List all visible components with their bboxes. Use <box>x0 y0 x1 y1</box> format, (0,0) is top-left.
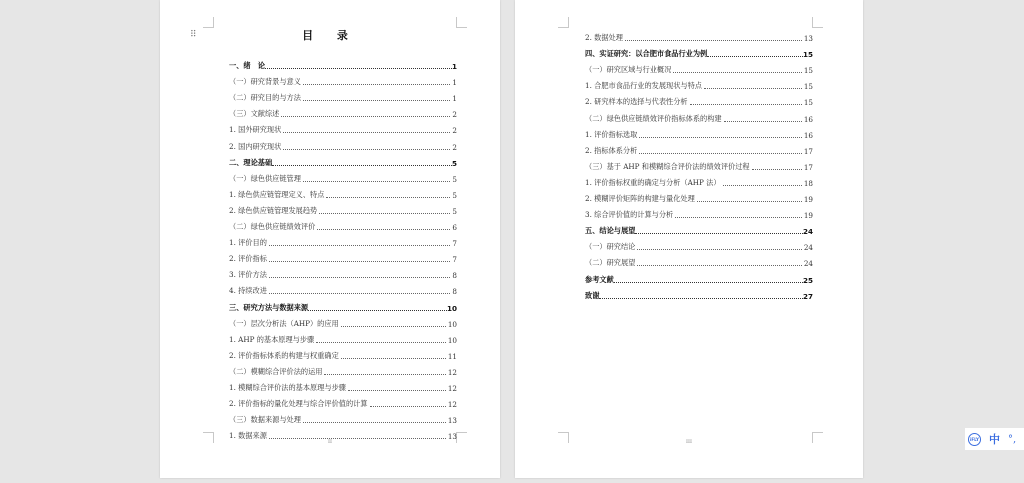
toc-leader-dots <box>639 137 802 138</box>
toc-entry-page: 19 <box>803 211 813 221</box>
toc-entry[interactable] <box>585 59 813 75</box>
toc-entry[interactable] <box>585 43 813 59</box>
toc-entry-title: 3. 评价方法 <box>229 270 267 280</box>
toc-entry[interactable] <box>229 296 457 312</box>
toc-entry-page: 5 <box>452 206 457 216</box>
toc-entry[interactable] <box>585 204 813 220</box>
toc-leader-dots <box>303 181 451 182</box>
toc-entry-page: 7 <box>452 255 457 265</box>
toc-entry[interactable] <box>229 280 457 296</box>
toc-entry[interactable] <box>585 268 813 284</box>
toc-leader-dots <box>697 201 802 202</box>
toc-entry-title: 五、结论与展望 <box>585 226 636 236</box>
toc-entry-title: （二）模糊综合评价法的运用 <box>229 366 323 376</box>
toc-entry-title: （二）绿色供应链绩效评价 <box>229 222 316 232</box>
toc-entry-title: 1. 评价目的 <box>229 238 267 248</box>
toc-leader-dots <box>637 265 802 266</box>
toc-leader-dots <box>265 68 452 69</box>
toc-entry[interactable] <box>229 200 457 216</box>
margin-corner-mark <box>558 17 569 28</box>
toc-entry-page: 15 <box>803 66 813 76</box>
toc-entry-page: 24 <box>802 227 813 237</box>
toc-entry-page: 5 <box>452 174 457 184</box>
toc-entry-page: 25 <box>802 275 813 285</box>
toc-entry-page: 18 <box>803 178 813 188</box>
toc-leader-dots <box>303 422 446 423</box>
toc-leader-dots <box>269 293 451 294</box>
toc-entry[interactable] <box>585 236 813 252</box>
toc-entry-page: 15 <box>802 50 813 60</box>
toc-leader-dots <box>690 104 802 105</box>
toc-entry[interactable] <box>229 393 457 409</box>
toc-entry-page: 12 <box>447 400 457 410</box>
toc-entry-title: 1. 评价指标选取 <box>585 129 638 139</box>
toc-entry[interactable] <box>229 184 457 200</box>
toc-entry[interactable] <box>229 152 457 168</box>
toc-entry[interactable] <box>229 55 457 71</box>
toc-entry-title: 1. 数据来源 <box>229 431 267 441</box>
toc-entry-title: （一）研究区域与行业概况 <box>585 65 672 75</box>
toc-leader-dots <box>319 213 450 214</box>
toc-entry-title: （三）数据来源与处理 <box>229 415 301 425</box>
toc-entry-title: 1. 绿色供应链管理定义、特点 <box>229 189 325 199</box>
toc-entry-page: 8 <box>452 287 457 297</box>
toc-leader-dots <box>635 233 803 234</box>
ime-language-toggle[interactable]: 中 <box>989 433 1000 446</box>
toc-entry-page: 13 <box>803 34 813 44</box>
toc-entry-page: 17 <box>803 146 813 156</box>
toc-entry-title: （一）研究结论 <box>585 242 636 252</box>
toc-leader-dots <box>317 229 450 230</box>
page-number: II <box>328 439 332 445</box>
toc-leader-dots <box>704 88 802 89</box>
toc-leader-dots <box>308 310 447 311</box>
toc-entry[interactable] <box>585 75 813 91</box>
toc-entry[interactable] <box>585 124 813 140</box>
toc-entry-title: 2. 指标体系分析 <box>585 145 638 155</box>
toc-entry-page: 11 <box>447 351 457 361</box>
toc-entry[interactable] <box>229 232 457 248</box>
ime-toolbar <box>965 428 1024 450</box>
document-page-1 <box>160 0 500 478</box>
toc-entry-page: 2 <box>452 126 457 136</box>
toc-entry[interactable] <box>229 119 457 135</box>
toc-entry-page: 24 <box>803 259 813 269</box>
toc-entry-page: 12 <box>447 367 457 377</box>
toc-entry-page: 5 <box>451 158 457 168</box>
toc-entry-title: 二、理论基础 <box>229 157 273 167</box>
toc-entry[interactable] <box>229 377 457 393</box>
toc-entry-page: 5 <box>452 190 457 200</box>
toc-entry-title: （二）研究展望 <box>585 258 636 268</box>
toc-leader-dots <box>599 298 803 299</box>
document-page-2 <box>515 0 863 478</box>
toc-entry-title: 1. 国外研究现状 <box>229 125 282 135</box>
toc-entry-page: 8 <box>452 271 457 281</box>
toc-entry-title: 2. 数据处理 <box>585 33 623 43</box>
toc-entry[interactable] <box>229 345 457 361</box>
toc-entry-page: 10 <box>447 319 457 329</box>
toc-entry-page: 12 <box>447 383 457 393</box>
toc-leader-dots <box>272 165 452 166</box>
toc-entry-page: 27 <box>802 291 813 301</box>
toc-entry-title: 1. 评价指标权重的确定与分析（AHP 法） <box>585 177 721 187</box>
margin-corner-mark <box>812 17 823 28</box>
toc-entry[interactable] <box>585 107 813 123</box>
toc-entry[interactable] <box>585 91 813 107</box>
toc-leader-dots <box>269 245 451 246</box>
toc-entry-title: 3. 综合评价值的计算与分析 <box>585 210 674 220</box>
toc-entry-page: 13 <box>447 432 457 442</box>
toc-entry-page: 16 <box>803 114 813 124</box>
toc-entry[interactable] <box>229 103 457 119</box>
toc-entry-title: （二）绿色供应链绩效评价指标体系的构建 <box>585 113 722 123</box>
toc-leader-dots <box>625 40 802 41</box>
toc-entry-page: 24 <box>803 243 813 253</box>
toc-entry[interactable] <box>229 264 457 280</box>
toc-entry-title: 四、实证研究：以合肥市食品行业为例 <box>585 49 708 59</box>
toc-entry-page: 1 <box>452 78 457 88</box>
toc-leader-dots <box>283 132 450 133</box>
toc-entry[interactable] <box>585 156 813 172</box>
toc-entry-page: 6 <box>452 223 457 233</box>
toc-leader-dots <box>341 358 446 359</box>
toc-list <box>229 55 457 441</box>
toc-title: 目 录 <box>302 29 358 42</box>
ime-punctuation-toggle[interactable]: °, <box>1008 433 1017 445</box>
toc-entry[interactable] <box>229 168 457 184</box>
toc-entry[interactable] <box>229 216 457 232</box>
toc-leader-dots <box>269 261 451 262</box>
toc-entry[interactable] <box>585 188 813 204</box>
toc-leader-dots <box>614 282 803 283</box>
toc-entry[interactable] <box>229 135 457 151</box>
toc-entry-title: 致谢 <box>585 290 600 300</box>
toc-leader-dots <box>269 277 451 278</box>
page-number: III <box>686 439 692 445</box>
toc-entry-title: （三）文献综述 <box>229 109 280 119</box>
toc-leader-dots <box>637 249 802 250</box>
toc-entry[interactable] <box>585 252 813 268</box>
toc-list <box>585 27 813 301</box>
toc-entry-title: 三、研究方法与数据来源 <box>229 302 309 312</box>
toc-leader-dots <box>341 326 446 327</box>
toc-entry-title: 2. 模糊评价矩阵的构建与量化处理 <box>585 194 695 204</box>
toc-entry[interactable] <box>229 71 457 87</box>
toc-entry-title: 1. AHP 的基本原理与步骤 <box>229 334 315 344</box>
toc-leader-dots <box>303 100 451 101</box>
toc-leader-dots <box>283 149 450 150</box>
toc-entry[interactable] <box>229 409 457 425</box>
toc-entry-page: 10 <box>447 335 457 345</box>
toc-leader-dots <box>707 56 803 57</box>
toc-leader-dots <box>639 153 802 154</box>
toc-entry-title: （二）研究目的与方法 <box>229 93 301 103</box>
toc-leader-dots <box>326 197 450 198</box>
toc-entry[interactable] <box>585 140 813 156</box>
toc-entry-page: 19 <box>803 195 813 205</box>
toc-entry-title: （一）研究背景与意义 <box>229 77 301 87</box>
toc-entry[interactable] <box>229 87 457 103</box>
toc-leader-dots <box>675 217 802 218</box>
toc-entry[interactable] <box>585 27 813 43</box>
toc-leader-dots <box>324 374 445 375</box>
toc-entry-title: 1. 合肥市食品行业的发展现状与特点 <box>585 81 702 91</box>
ime-logo-icon[interactable]: iFLY <box>968 433 981 446</box>
toc-entry-title: （一）层次分析法（AHP）的应用 <box>229 318 339 328</box>
toc-entry[interactable] <box>585 285 813 301</box>
toc-entry-title: 2. 评价指标 <box>229 254 267 264</box>
toc-entry-page: 16 <box>803 130 813 140</box>
toc-entry-title: 2. 国内研究现状 <box>229 141 282 151</box>
toc-entry-page: 2 <box>452 110 457 120</box>
toc-entry-page: 17 <box>803 162 813 172</box>
toc-leader-dots <box>348 390 446 391</box>
toc-entry-title: 2. 绿色供应链管理发展趋势 <box>229 205 318 215</box>
toc-entry-title: 4. 持续改进 <box>229 286 267 296</box>
toc-entry-page: 13 <box>447 416 457 426</box>
toc-entry[interactable] <box>585 220 813 236</box>
toc-entry[interactable] <box>585 172 813 188</box>
toc-leader-dots <box>316 342 446 343</box>
toc-leader-dots <box>723 185 802 186</box>
toc-entry-title: （三）基于 AHP 和模糊综合评价法的绩效评价过程 <box>585 161 750 171</box>
toc-entry-title: 2. 评价指标体系的构建与权重确定 <box>229 350 339 360</box>
toc-entry-page: 10 <box>446 303 457 313</box>
toc-leader-dots <box>303 84 451 85</box>
toc-entry[interactable] <box>229 248 457 264</box>
toc-entry-title: （一）绿色供应链管理 <box>229 173 301 183</box>
toc-leader-dots <box>370 406 446 407</box>
toc-entry-page: 7 <box>452 239 457 249</box>
toc-leader-dots <box>724 121 802 122</box>
toc-leader-dots <box>673 72 802 73</box>
toc-leader-dots <box>752 169 802 170</box>
toc-entry-page: 15 <box>803 82 813 92</box>
toc-entry-title: 1. 模糊综合评价法的基本原理与步骤 <box>229 382 346 392</box>
toc-entry-page: 2 <box>452 142 457 152</box>
toc-entry[interactable] <box>229 313 457 329</box>
toc-entry[interactable] <box>229 329 457 345</box>
toc-entry-page: 15 <box>803 98 813 108</box>
toc-leader-dots <box>281 116 450 117</box>
toc-entry-title: 2. 研究样本的选择与代表性分析 <box>585 97 688 107</box>
toc-entry-page: 1 <box>451 62 457 72</box>
toc-entry-page: 1 <box>452 94 457 104</box>
toc-entry-title: 参考文献 <box>585 274 614 284</box>
toc-entry-title: 2. 评价指标的量化处理与综合评价值的计算 <box>229 399 368 409</box>
toc-entry-title: 一、绪 论 <box>229 61 265 71</box>
toc-entry[interactable] <box>229 361 457 377</box>
drag-handle-icon[interactable]: ⠿ <box>190 30 197 40</box>
